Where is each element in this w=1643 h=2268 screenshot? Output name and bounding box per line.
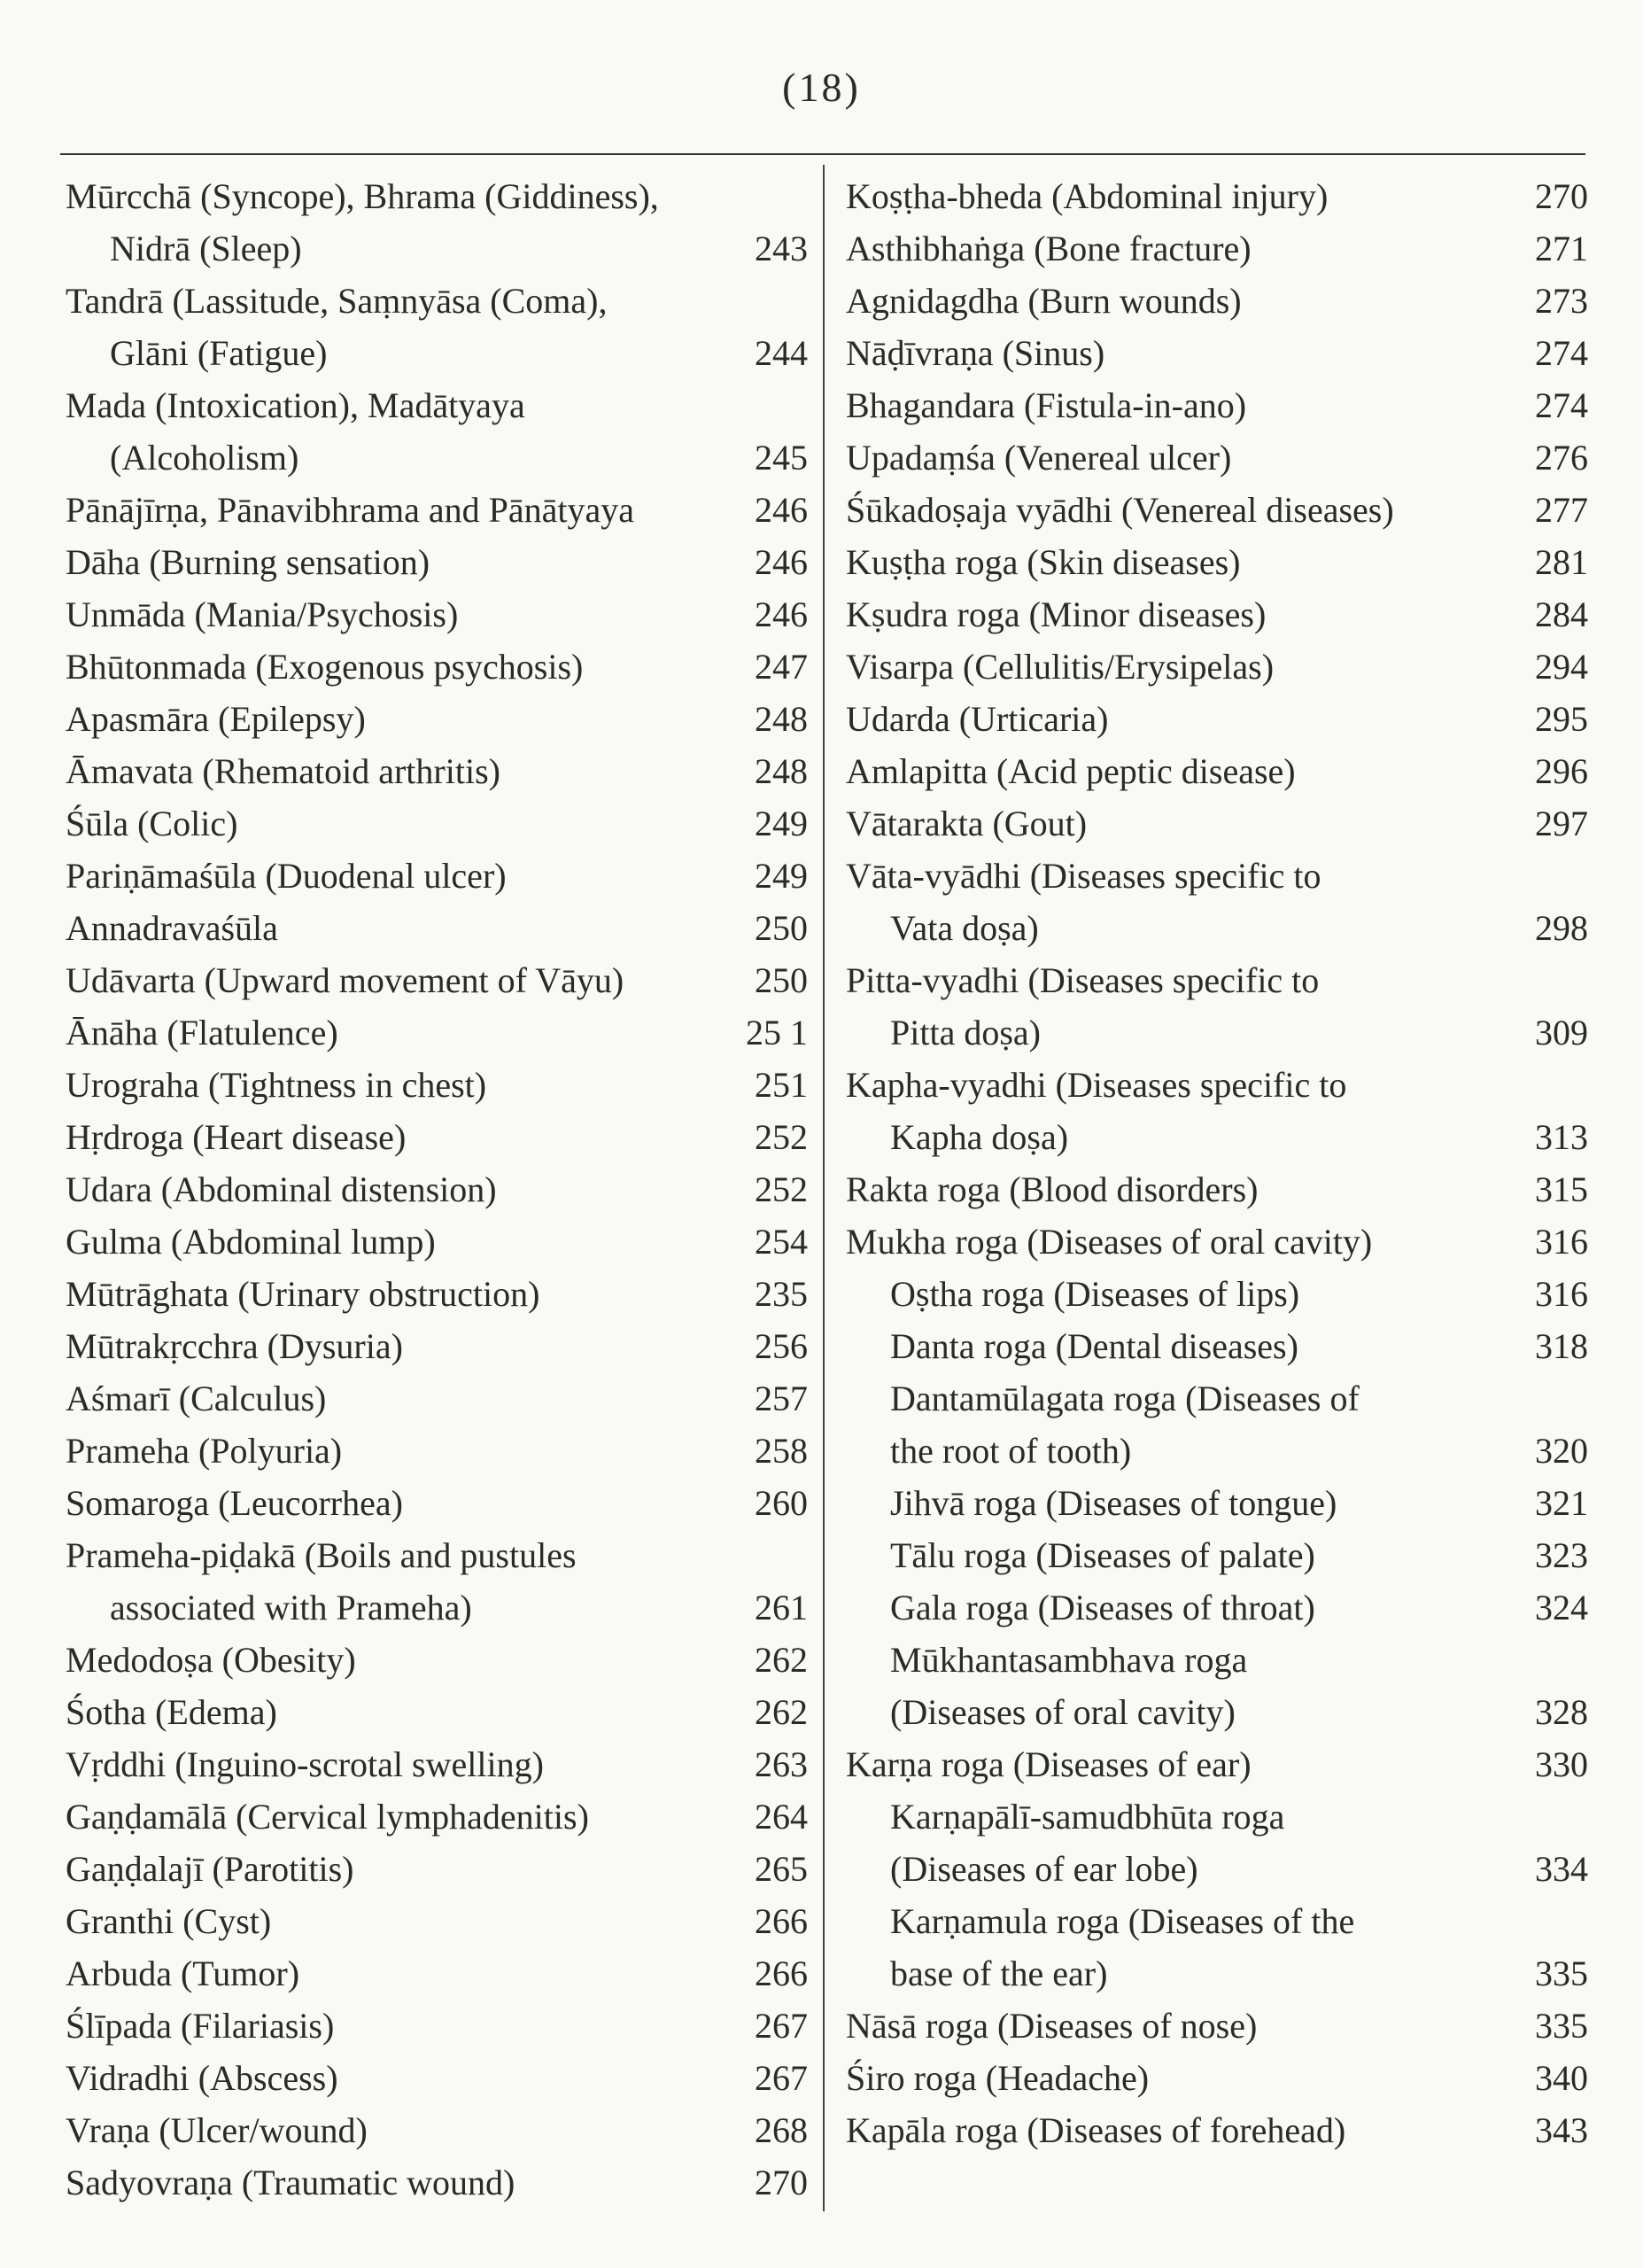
- toc-entry-title: Gala roga (Diseases of throat): [890, 1588, 1315, 1627]
- toc-page-number: 246: [755, 594, 808, 634]
- toc-entry-title: Vraṇa (Ulcer/wound): [66, 2110, 368, 2150]
- toc-page-number: 323: [1535, 1535, 1588, 1575]
- toc-entry-title: Gulma (Abdominal lump): [66, 1222, 436, 1262]
- toc-page-number: 249: [755, 804, 808, 843]
- toc-entry-title-continued: Glāni (Fatigue): [110, 333, 328, 373]
- toc-page-number: 318: [1535, 1326, 1588, 1366]
- toc-entry-title: Aśmarī (Calculus): [66, 1379, 327, 1418]
- toc-entry: [846, 1790, 1588, 1895]
- toc-entry-title: Rakta roga (Blood disorders): [846, 1169, 1259, 1209]
- toc-page-number: 248: [755, 699, 808, 739]
- toc-entry: [66, 850, 808, 902]
- toc-entry: [846, 536, 1588, 588]
- toc-page-number: 266: [755, 1953, 808, 1993]
- toc-entry: [846, 484, 1588, 536]
- toc-entry-title: Kapāla roga (Diseases of forehead): [846, 2110, 1346, 2150]
- toc-entry: [66, 2052, 808, 2104]
- toc-entry-title: Vātarakta (Gout): [846, 804, 1088, 843]
- toc-entry: [846, 2104, 1588, 2156]
- toc-entry: [66, 1634, 808, 1686]
- toc-page-number: 250: [755, 960, 808, 1000]
- toc-entry-title: Tandrā (Lassitude, Saṃnyāsa (Coma),: [66, 281, 608, 321]
- toc-page-number: 268: [755, 2110, 808, 2150]
- toc-page-number: 243: [755, 229, 808, 268]
- toc-entry-title: Koṣṭha-bheda (Abdominal injury): [846, 176, 1329, 216]
- toc-page-number: 276: [1535, 438, 1588, 478]
- toc-entry-title: Unmāda (Mania/Psychosis): [66, 594, 459, 634]
- toc-entry: [66, 954, 808, 1006]
- toc-entry: [66, 1372, 808, 1425]
- toc-entry: [66, 902, 808, 954]
- toc-entry: [66, 1111, 808, 1163]
- toc-page-number: 257: [755, 1379, 808, 1418]
- toc-page-number: 249: [755, 856, 808, 896]
- toc-entry-title: Ślīpada (Filariasis): [66, 2006, 335, 2046]
- toc-entry-title: Kapha-vyadhi (Diseases specific to: [846, 1065, 1347, 1105]
- toc-entry-title: Prameha-piḍakā (Boils and pustules: [66, 1535, 577, 1575]
- toc-entry: [66, 170, 808, 275]
- toc-page-number: 25 1: [746, 1013, 808, 1052]
- toc-page-number: 324: [1535, 1588, 1588, 1627]
- toc-page-number: 246: [755, 542, 808, 582]
- toc-entry: [66, 1425, 808, 1477]
- toc-page-number: 251: [755, 1065, 808, 1105]
- toc-page-number: 309: [1535, 1013, 1588, 1052]
- toc-entry-title-continued: (Diseases of ear lobe): [890, 1849, 1198, 1889]
- toc-entry-title: Upadaṃśa (Venereal ulcer): [846, 438, 1232, 478]
- toc-entry: [846, 379, 1588, 431]
- toc-entry-title: Sadyovraṇa (Traumatic wound): [66, 2163, 515, 2202]
- toc-page-number: 270: [1535, 176, 1588, 216]
- toc-page-number: 244: [755, 333, 808, 373]
- toc-entry: [66, 1059, 808, 1111]
- toc-page-number: 340: [1535, 2058, 1588, 2098]
- toc-page-number: 267: [755, 2006, 808, 2046]
- toc-entry-title: Mukha roga (Diseases of oral cavity): [846, 1222, 1373, 1262]
- toc-entry-title-continued: Pitta doṣa): [890, 1013, 1041, 1052]
- toc-entry: [66, 1738, 808, 1790]
- toc-page-number: 328: [1535, 1692, 1588, 1732]
- toc-page-number: 274: [1535, 385, 1588, 425]
- toc-entry-title: Ānāha (Flatulence): [66, 1013, 338, 1052]
- toc-entry-title-continued: Vata doṣa): [890, 908, 1039, 948]
- right-column: [846, 170, 1588, 2156]
- toc-page-number: 281: [1535, 542, 1588, 582]
- top-rule: [60, 153, 1585, 155]
- toc-page-number: 315: [1535, 1169, 1588, 1209]
- toc-entry-title: Āmavata (Rhematoid arthritis): [66, 751, 500, 791]
- toc-entry-title: Vāta-vyādhi (Diseases specific to: [846, 856, 1321, 896]
- toc-entry: [66, 2156, 808, 2209]
- toc-entry: [846, 1163, 1588, 1216]
- toc-entry-title: Bhūtonmada (Exogenous psychosis): [66, 647, 584, 687]
- toc-entry: [66, 745, 808, 797]
- toc-entry-title: Udara (Abdominal distension): [66, 1169, 497, 1209]
- toc-entry: [846, 1372, 1588, 1477]
- toc-page-number: 316: [1535, 1274, 1588, 1314]
- toc-entry-title: Pariṇāmaśūla (Duodenal ulcer): [66, 856, 507, 896]
- toc-page-number: 254: [755, 1222, 808, 1262]
- toc-entry-title: Mūkhantasambhava roga: [890, 1640, 1248, 1680]
- toc-entry-title: Granthi (Cyst): [66, 1901, 272, 1941]
- toc-page-number: 294: [1535, 647, 1588, 687]
- toc-page-number: 274: [1535, 333, 1588, 373]
- toc-page-number: 258: [755, 1431, 808, 1471]
- toc-page-number: 264: [755, 1797, 808, 1837]
- toc-entry: [66, 1686, 808, 1738]
- toc-entry-title-continued: Kapha doṣa): [890, 1117, 1069, 1157]
- toc-entry: [846, 588, 1588, 641]
- toc-page-number: 313: [1535, 1117, 1588, 1157]
- toc-page-number: 330: [1535, 1744, 1588, 1784]
- toc-entry-title: Udāvarta (Upward movement of Vāyu): [66, 960, 624, 1000]
- toc-entry-title: Annadravaśūla: [66, 908, 278, 948]
- toc-entry: [66, 2000, 808, 2052]
- toc-entry: [846, 1477, 1588, 1529]
- toc-entry-title: Gaṇḍamālā (Cervical lymphadenitis): [66, 1797, 589, 1837]
- left-column: [66, 170, 808, 2209]
- toc-entry: [846, 222, 1588, 275]
- toc-page-number: 343: [1535, 2110, 1588, 2150]
- toc-entry-title-continued: the root of tooth): [890, 1431, 1132, 1471]
- toc-page-number: 235: [755, 1274, 808, 1314]
- toc-entry-title-continued: associated with Prameha): [110, 1588, 472, 1627]
- toc-entry-title: Prameha (Polyuria): [66, 1431, 343, 1471]
- toc-page-number: 266: [755, 1901, 808, 1941]
- toc-page-number: 270: [755, 2163, 808, 2202]
- toc-page-number: 320: [1535, 1431, 1588, 1471]
- toc-entry: [846, 1634, 1588, 1738]
- toc-entry-title: Somaroga (Leucorrhea): [66, 1483, 403, 1523]
- toc-entry: [846, 275, 1588, 327]
- toc-page-number: 321: [1535, 1483, 1588, 1523]
- toc-page-number: 256: [755, 1326, 808, 1366]
- toc-entry: [66, 536, 808, 588]
- toc-entry: [66, 2104, 808, 2156]
- toc-entry: [846, 327, 1588, 379]
- toc-entry-title: Karṇa roga (Diseases of ear): [846, 1744, 1252, 1784]
- toc-page-number: 263: [755, 1744, 808, 1784]
- toc-entry-title: Śiro roga (Headache): [846, 2058, 1150, 2098]
- toc-entry-title: Agnidagdha (Burn wounds): [846, 281, 1242, 321]
- toc-entry: [846, 1738, 1588, 1790]
- toc-entry: [846, 2052, 1588, 2104]
- toc-entry: [846, 431, 1588, 484]
- toc-entry-title: Medodoṣa (Obesity): [66, 1640, 356, 1680]
- toc-entry-title: Kuṣṭha roga (Skin diseases): [846, 542, 1241, 582]
- toc-entry-title: Karṇapālī-samudbhūta roga: [890, 1797, 1285, 1837]
- toc-entry-title: Vidradhi (Abscess): [66, 2058, 338, 2098]
- toc-entry: [66, 484, 808, 536]
- toc-page-number: 261: [755, 1588, 808, 1627]
- toc-entry-title: Visarpa (Cellulitis/Erysipelas): [846, 647, 1275, 687]
- toc-entry: [846, 170, 1588, 222]
- toc-entry: [66, 1006, 808, 1059]
- toc-entry-title: Mada (Intoxication), Madātyaya: [66, 385, 525, 425]
- toc-entry-title: Kṣudra roga (Minor diseases): [846, 594, 1267, 634]
- toc-entry: [66, 379, 808, 484]
- toc-entry-title: Śūkadoṣaja vyādhi (Venereal diseases): [846, 490, 1394, 530]
- toc-page-number: 335: [1535, 2006, 1588, 2046]
- toc-entry: [66, 1895, 808, 1947]
- toc-entry-title: Udarda (Urticaria): [846, 699, 1109, 739]
- toc-entry-title: Pānājīrṇa, Pānavibhrama and Pānātyaya: [66, 490, 634, 530]
- toc-page-number: 245: [755, 438, 808, 478]
- toc-entry-title: Amlapitta (Acid peptic disease): [846, 751, 1296, 791]
- toc-entry: [66, 1947, 808, 2000]
- toc-entry: [846, 693, 1588, 745]
- toc-page-number: 260: [755, 1483, 808, 1523]
- toc-page-number: 248: [755, 751, 808, 791]
- toc-entry: [66, 1477, 808, 1529]
- toc-page-number: 262: [755, 1692, 808, 1732]
- toc-entry-title: Arbuda (Tumor): [66, 1953, 300, 1993]
- toc-entry: [846, 745, 1588, 797]
- toc-page-number: 265: [755, 1849, 808, 1889]
- toc-entry: [66, 1163, 808, 1216]
- toc-entry: [846, 954, 1588, 1059]
- toc-page-number: 277: [1535, 490, 1588, 530]
- toc-entry: [846, 1320, 1588, 1372]
- toc-entry: [846, 1268, 1588, 1320]
- toc-entry: [846, 1529, 1588, 1581]
- toc-entry-title: Jihvā roga (Diseases of tongue): [890, 1483, 1337, 1523]
- toc-entry-title: Dantamūlagata roga (Diseases of: [890, 1379, 1360, 1418]
- toc-entry-title-continued: (Diseases of oral cavity): [890, 1692, 1236, 1732]
- toc-page-number: 284: [1535, 594, 1588, 634]
- toc-entry: [846, 1216, 1588, 1268]
- toc-page-number: 250: [755, 908, 808, 948]
- toc-entry-title: Danta roga (Dental diseases): [890, 1326, 1298, 1366]
- toc-entry: [66, 797, 808, 850]
- toc-entry-title-continued: (Alcoholism): [110, 438, 299, 478]
- toc-entry-title: Mūrcchā (Syncope), Bhrama (Giddiness),: [66, 176, 659, 216]
- toc-entry: [66, 693, 808, 745]
- toc-entry: [66, 641, 808, 693]
- toc-entry-title: Hṛdroga (Heart disease): [66, 1117, 407, 1157]
- toc-page-number: 295: [1535, 699, 1588, 739]
- toc-entry-title: Śūla (Colic): [66, 804, 238, 843]
- toc-entry-title: Tālu roga (Diseases of palate): [890, 1535, 1315, 1575]
- toc-entry-title: Mūtrāghata (Urinary obstruction): [66, 1274, 540, 1314]
- toc-page-number: 297: [1535, 804, 1588, 843]
- toc-page-number: 247: [755, 647, 808, 687]
- toc-page-number: 296: [1535, 751, 1588, 791]
- toc-entry-title: Dāha (Burning sensation): [66, 542, 430, 582]
- toc-entry: [66, 1216, 808, 1268]
- toc-entry: [66, 588, 808, 641]
- toc-entry: [846, 797, 1588, 850]
- toc-entry-title: Gaṇḍalajī (Parotitis): [66, 1849, 354, 1889]
- toc-entry: [66, 1529, 808, 1634]
- page-number: (18): [782, 65, 861, 110]
- toc-entry-title: Mūtrakṛcchra (Dysuria): [66, 1326, 403, 1366]
- toc-page-number: 298: [1535, 908, 1588, 948]
- toc-entry: [66, 1320, 808, 1372]
- toc-entry-title: Bhagandara (Fistula-in-ano): [846, 385, 1247, 425]
- toc-entry-title: Pitta-vyadhi (Diseases specific to: [846, 960, 1320, 1000]
- toc-entry-title: Nāsā roga (Diseases of nose): [846, 2006, 1258, 2046]
- toc-entry-title: Karṇamula roga (Diseases of the: [890, 1901, 1355, 1941]
- toc-entry: [846, 850, 1588, 954]
- toc-page-number: 267: [755, 2058, 808, 2098]
- toc-page-number: 334: [1535, 1849, 1588, 1889]
- toc-entry: [66, 1843, 808, 1895]
- column-divider: [823, 165, 825, 2211]
- toc-page-number: 252: [755, 1169, 808, 1209]
- toc-page-number: 316: [1535, 1222, 1588, 1262]
- toc-entry-title-continued: base of the ear): [890, 1953, 1108, 1993]
- toc-entry-title-continued: Nidrā (Sleep): [110, 229, 302, 268]
- toc-entry-title: Nāḍīvraṇa (Sinus): [846, 333, 1105, 373]
- toc-entry: [66, 1790, 808, 1843]
- toc-page-number: 246: [755, 490, 808, 530]
- toc-page-number: 271: [1535, 229, 1588, 268]
- toc-entry-title: Asthibhaṅga (Bone fracture): [846, 229, 1252, 268]
- toc-page-number: 273: [1535, 281, 1588, 321]
- toc-entry-title: Oṣtha roga (Diseases of lips): [890, 1274, 1300, 1314]
- toc-entry: [66, 275, 808, 379]
- toc-entry: [66, 1268, 808, 1320]
- toc-entry: [846, 1895, 1588, 2000]
- toc-entry-title: Urograha (Tightness in chest): [66, 1065, 487, 1105]
- toc-page-number: 262: [755, 1640, 808, 1680]
- toc-page-number: 335: [1535, 1953, 1588, 1993]
- toc-page-number: 252: [755, 1117, 808, 1157]
- toc-entry-title: Vṛddhi (Inguino-scrotal swelling): [66, 1744, 544, 1784]
- toc-entry: [846, 641, 1588, 693]
- toc-entry: [846, 2000, 1588, 2052]
- toc-entry-title: Apasmāra (Epilepsy): [66, 699, 366, 739]
- toc-entry-title: Śotha (Edema): [66, 1692, 277, 1732]
- toc-entry: [846, 1581, 1588, 1634]
- toc-entry: [846, 1059, 1588, 1163]
